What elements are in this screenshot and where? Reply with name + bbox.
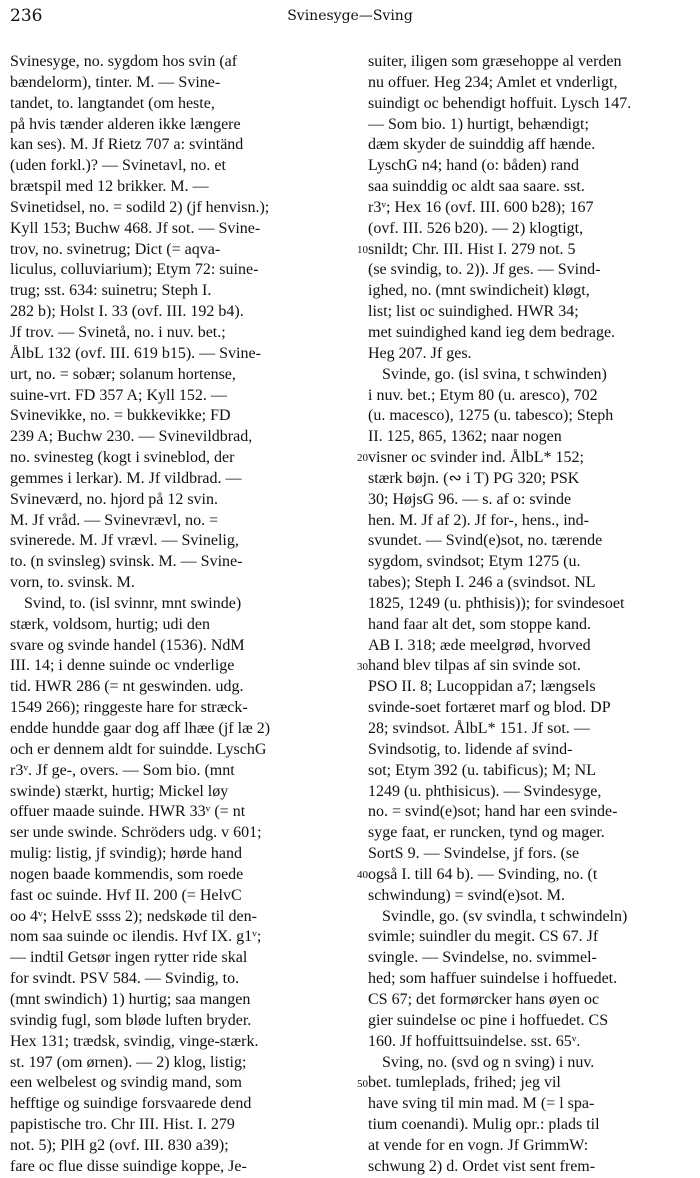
- text-line: i nuv. bet.; Etym 80 (u. aresco), 702: [368, 386, 598, 404]
- text-line: bændelorm), tinter. M. — Svine-: [10, 73, 221, 91]
- text-line: nom saa suinde oc ilendis. Hvf IX. g1ᵛ;: [10, 928, 262, 946]
- text-line: svindig fugl, som bløde luften bryder.: [10, 1011, 252, 1029]
- text-line: 1549 266); ringgeste hare for stræck-: [10, 699, 248, 717]
- text-line: III. 14; i denne suinde oc vnderlige: [10, 657, 235, 675]
- text-line: tid. HWR 286 (= nt geswinden. udg.: [10, 678, 244, 696]
- text-line: også I. till 64 b). — Svinding, no. (t: [368, 865, 598, 883]
- text-line: hand blev tilpas af sin svinde sot.: [368, 657, 581, 675]
- text-line: kan ses). M. Jf Rietz 707 a: svintänd: [10, 136, 244, 154]
- text-line: svingle. — Svindelse, no. svimmel-: [368, 949, 597, 967]
- text-line: svimle; suindler du megit. CS 67. Jf: [368, 928, 599, 946]
- text-line: 30; HøjsG 96. — s. af o: svinde: [368, 490, 572, 508]
- text-line: (u. macesco), 1275 (u. tabesco); Steph: [368, 407, 614, 425]
- text-line: ighed, no. (mnt swindicheit) kløgt,: [368, 282, 590, 300]
- text-line: Svindle, go. (sv svindla, t schwindeln): [382, 907, 628, 925]
- text-line: M. Jf vråd. — Svinevrævl, no. =: [10, 511, 219, 529]
- text-line: hen. M. Jf af 2). Jf for-, hens., ind-: [368, 511, 589, 529]
- text-line: fast oc suinde. Hvf II. 200 (= HelvC: [10, 886, 242, 904]
- right-column: [368, 52, 692, 1178]
- text-line: svinde-soet fortæret marf og blod. DP: [368, 699, 611, 717]
- text-line: Jf trov. — Svinetå, no. i nuv. bet.;: [10, 323, 226, 341]
- left-column: [10, 52, 349, 1178]
- text-line: have sving til min mad. M (= l spa-: [368, 1095, 595, 1113]
- text-line: trug; sst. 634: suinetru; Steph I.: [10, 282, 212, 300]
- text-line: liculus, colluviarium); Etym 72: suine-: [10, 261, 259, 279]
- text-line: och er dennem aldt for suindde. LyschG: [10, 740, 267, 758]
- text-line: for svindt. PSV 584. — Svindig, to.: [10, 970, 240, 988]
- text-line: tium coenandi). Mulig opr.: plads til: [368, 1116, 600, 1134]
- text-line: saa suinddig oc aldt saa saare. sst.: [368, 178, 585, 196]
- text-line: r3ᵛ; Hex 16 (ovf. III. 600 b28); 167: [368, 198, 594, 216]
- text-line: to. (n svinsleg) svinsk. M. — Svine-: [10, 553, 243, 571]
- text-line: een welbelest og svindig mand, som: [10, 1074, 242, 1092]
- text-line: på hvis tænder alderen ikke længere: [10, 115, 241, 133]
- text-line: at vende for en vogn. Jf GrimmW:: [368, 1136, 589, 1154]
- text-line: PSO II. 8; Lucoppidan a7; længsels: [368, 678, 596, 696]
- text-line: svundet. — Svind(e)sot, no. tærende: [368, 532, 603, 550]
- text-line: suine-vrt. FD 357 A; Kyll 152. —: [10, 386, 227, 404]
- text-line: Sving, no. (svd og n sving) i nuv.: [382, 1053, 595, 1071]
- text-line: brætspil med 12 brikker. M. —: [10, 178, 209, 196]
- text-line: 160. Jf hoffuittsuindelse. sst. 65ᵛ.: [368, 1032, 581, 1050]
- text-line: trov, no. svinetrug; Dict (= aqva-: [10, 240, 221, 258]
- text-line: stærk bøjn. (∾ i T) PG 320; PSK: [368, 469, 580, 487]
- text-line: Hex 131; trædsk, svindig, vinge-stærk.: [10, 1032, 259, 1050]
- text-line: (ovf. III. 526 b20). — 2) klogtigt,: [368, 219, 584, 237]
- text-line: schwindung) = svind(e)sot. M.: [368, 886, 566, 904]
- text-line: SortS 9. — Svindelse, jf fors. (se: [368, 845, 580, 863]
- text-line: Kyll 153; Buchw 468. Jf sot. — Svine-: [10, 219, 261, 237]
- text-line: Svineværd, no. hjord på 12 svin.: [10, 490, 218, 508]
- text-line: dæm skyder de suinddig aff hænde.: [368, 136, 596, 154]
- text-line: Svind, to. (isl svinnr, mnt swinde): [24, 594, 242, 612]
- text-line: papistische tro. Chr III. Hist. I. 279: [10, 1116, 235, 1134]
- text-line: — Som bio. 1) hurtigt, behændigt;: [368, 115, 589, 133]
- text-line: — indtil Getsør ingen rytter ride skal: [10, 949, 248, 967]
- text-line: Svindsotig, to. lidende af svind-: [368, 740, 573, 758]
- text-line: 1825, 1249 (u. phthisis)); for svindesoet: [368, 594, 625, 612]
- text-line: Svinesyge, no. sygdom hos svin (af: [10, 53, 238, 70]
- text-line: II. 125, 865, 1362; naar nogen: [368, 428, 562, 446]
- text-line: svinerede. M. Jf vrævl. — Svinelig,: [10, 532, 239, 550]
- text-line: AB I. 318; æde meelgrød, hvorved: [368, 636, 591, 654]
- text-line: ÅlbL 132 (ovf. III. 619 b15). — Svine-: [10, 344, 261, 362]
- text-line: snildt; Chr. III. Hist I. 279 not. 5: [368, 240, 576, 258]
- text-line: hed; som haffuer suindelse i hoffuedet.: [368, 970, 618, 988]
- line-number: 20: [357, 452, 368, 465]
- text-line: hand faar alt det, som stoppe kand.: [368, 615, 592, 633]
- text-line: CS 67; det formørcker hans øyen oc: [368, 990, 600, 1008]
- text-line: (mnt swindich) 1) hurtig; saa mangen: [10, 990, 251, 1008]
- text-line: gier suindelse oc pine i hoffuedet. CS: [368, 1011, 609, 1029]
- text-line: hefftige og suindige forsvaarede dend: [10, 1095, 252, 1113]
- running-head: Svinesyge—Sving: [287, 8, 413, 24]
- text-line: oo 4ᵛ; HelvE ssss 2); nedskøde til den-: [10, 907, 257, 925]
- text-line: sygdom, svindsot; Etym 1275 (u.: [368, 553, 581, 571]
- text-line: Svinetidsel, no. = sodild 2) (jf henvisn.);: [10, 198, 270, 216]
- text-line: nu offuer. Heg 234; Amlet et vnderligt,: [368, 73, 618, 91]
- text-line: sot; Etym 392 (u. tabificus); M; NL: [368, 761, 596, 779]
- text-line: no. svinesteg (kogt i svineblod, der: [10, 449, 235, 467]
- text-line: urt, no. = sobær; solanum hortense,: [10, 365, 236, 383]
- text-line: Svinevikke, no. = bukkevikke; FD: [10, 407, 231, 425]
- text-line: offuer maade suinde. HWR 33ᵛ (= nt: [10, 803, 246, 821]
- page-number: 236: [10, 6, 43, 26]
- text-line: bet. tumleplads, frihed; jeg vil: [368, 1074, 561, 1092]
- text-line: tandet, to. langtandet (om heste,: [10, 94, 215, 112]
- text-line: no. = svind(e)sot; hand har een svinde-: [368, 803, 618, 821]
- line-number: 10: [357, 243, 368, 256]
- text-line: (se svindig, to. 2)). Jf ges. — Svind-: [368, 261, 601, 279]
- text-line: Heg 207. Jf ges.: [368, 344, 472, 362]
- text-line: mulig: listig, jf svindig); hørde hand: [10, 845, 242, 863]
- text-line: gemmes i lerkar). M. Jf vildbrad. —: [10, 469, 242, 487]
- text-line: fare oc flue disse suindige koppe, Je-: [10, 1157, 247, 1175]
- text-line: 282 b); Holst I. 33 (ovf. III. 192 b4).: [10, 303, 244, 321]
- line-number: 30: [357, 660, 368, 673]
- text-line: LyschG n4; hand (o: båden) rand: [368, 157, 580, 175]
- text-line: tabes); Steph I. 246 a (svindsot. NL: [368, 574, 596, 592]
- page-header: [0, 0, 700, 40]
- text-line: suiter, iligen som græsehoppe al verden: [368, 53, 622, 70]
- text-line: swinde) stærkt, hurtig; Mickel løy: [10, 782, 229, 800]
- text-line: st. 197 (om ørnen). — 2) klog, listig;: [10, 1053, 247, 1071]
- text-line: schwung 2) d. Ordet vist sent frem-: [368, 1157, 596, 1175]
- text-line: syge faat, er runcken, tynd og mager.: [368, 824, 605, 842]
- line-number: 40: [357, 869, 368, 882]
- text-line: 239 A; Buchw 230. — Svinevildbrad,: [10, 428, 253, 446]
- text-line: not. 5); PlH g2 (ovf. III. 830 a39);: [10, 1136, 229, 1154]
- line-number: 50: [357, 1077, 368, 1090]
- text-line: met suindighed kand ieg dem bedrage.: [368, 323, 616, 341]
- text-line: suindigt oc behendigt hoffuit. Lysch 147.: [368, 94, 632, 112]
- text-line: vorn, to. svinsk. M.: [10, 574, 135, 592]
- text-line: 1249 (u. phthisicus). — Svindesyge,: [368, 782, 602, 800]
- text-line: r3ᵛ. Jf ge-, overs. — Som bio. (mnt: [10, 761, 235, 779]
- text-line: 28; svindsot. ÅlbL* 151. Jf sot. —: [368, 720, 590, 737]
- text-line: stærk, voldsom, hurtig; udi den: [10, 615, 210, 633]
- text-line: endde hundde gaar dog aff lhæe (jf læ 2): [10, 720, 271, 737]
- text-line: visner oc svinder ind. ÅlbL* 152;: [368, 449, 584, 467]
- text-line: (uden forkl.)? — Svinetavl, no. et: [10, 157, 226, 175]
- text-line: ser unde swinde. Schröders udg. v 601;: [10, 824, 262, 842]
- text-line: Svinde, go. (isl svina, t schwinden): [382, 365, 607, 383]
- text-line: svare og svinde handel (1536). NdM: [10, 636, 245, 654]
- text-line: nogen baade kommendis, som roede: [10, 865, 244, 883]
- text-line: list; list oc suindighed. HWR 34;: [368, 303, 579, 321]
